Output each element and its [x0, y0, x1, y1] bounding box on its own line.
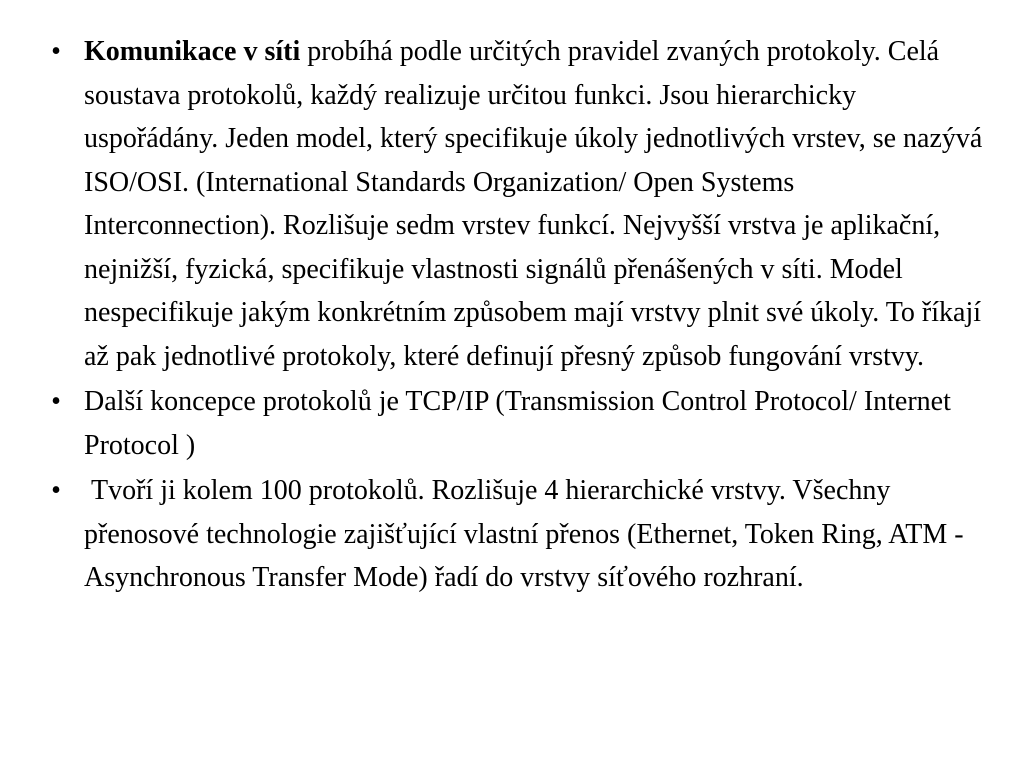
bullet-item-layers [46, 469, 986, 600]
bullet-item-tcpip [46, 380, 986, 467]
bullet-bold-lead: Komunikace v síti [84, 36, 301, 67]
bullet-item-osi [46, 30, 990, 378]
bullet-marker: • [51, 475, 61, 506]
bullet-text: Další koncepce protokolů je TCP/IP (Transmission Control Protocol/ Internet Protocol ) [84, 386, 951, 461]
bullet-text: probíhá podle určitých pravidel zvaných protokoly. Celá soustava protokolů, každý realizuje určitou funkci. Jsou hierarchicky uspořádány. Jeden model, který specifikuje úkoly jednotlivých vrstev, se nazývá ISO/OSI. (International Standards Organization/ Open Systems Interconnection). Rozlišuje sedm vrstev funkcí. Nejvyšší vrstva je aplikační, nejnižší, fyzická, specifikuje vlastnosti signálů přenášených v síti. Model nespecifikuje jakým konkrétním způsobem mají vrstvy plnit své úkoly. To říkají až pak jednotlivé protokoly, které definují přesný způsob fungování vrstvy. [84, 36, 990, 372]
bullet-text: Tvoří ji kolem 100 protokolů. Rozlišuje 4 hierarchické vrstvy. Všechny přenosové technologie zajišťující vlastní přenos (Ethernet, Token Ring, ATM - Asynchronous Transfer Mode) řadí do vrstvy síťového rozhraní. [84, 475, 970, 593]
bullet-marker: • [51, 36, 61, 67]
bullet-marker: • [51, 386, 61, 417]
bullet-list [46, 30, 990, 600]
